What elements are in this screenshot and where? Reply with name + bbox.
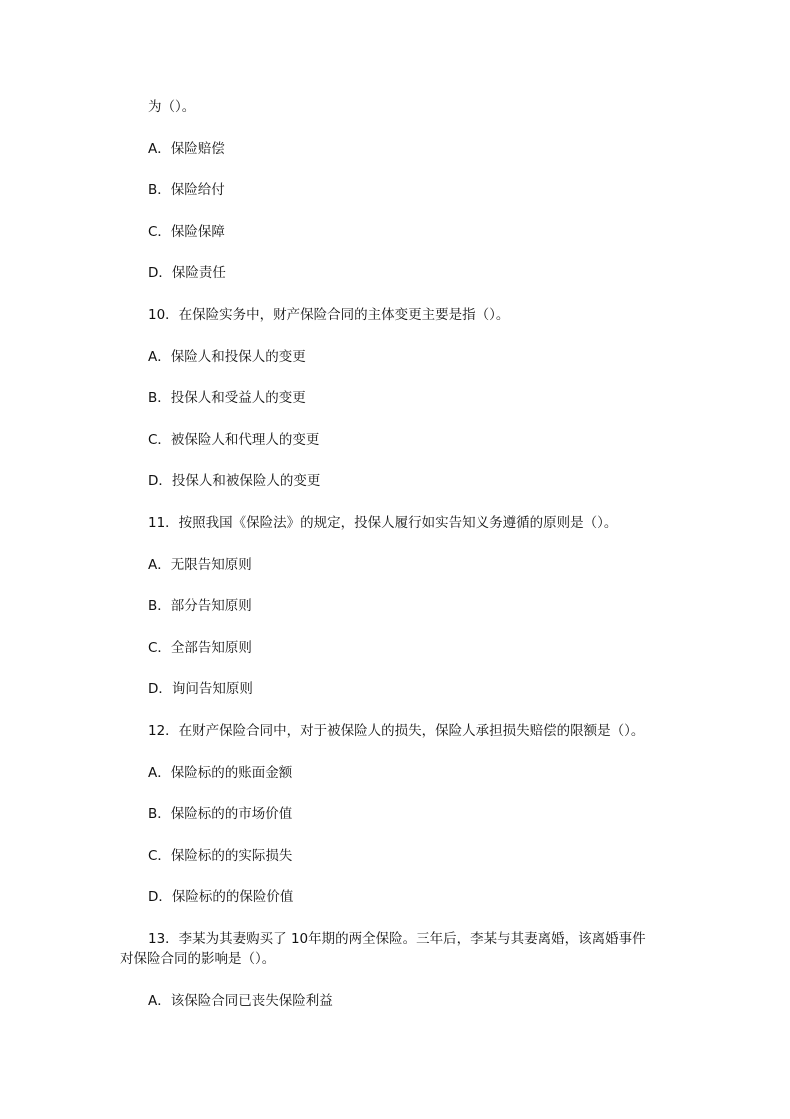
q13-option-a: A．该保险合同已丧失保险利益 [148, 993, 333, 1009]
q10-option-c: C．被保险人和代理人的变更 [148, 432, 320, 448]
q12-option-a: A．保险标的的账面金额 [148, 765, 293, 781]
question-13: 13．李某为其妻购买了 10年期的两全保险。三年后，李某与其妻离婚，该离婚事件 [148, 931, 646, 947]
q11-option-a: A．无限告知原则 [148, 557, 252, 573]
q11-option-c: C．全部告知原则 [148, 640, 252, 656]
q11-option-d: D．询问告知原则 [148, 681, 253, 697]
q9-option-a: A．保险赔偿 [148, 141, 225, 157]
q9-option-d: D．保险责任 [148, 265, 226, 281]
q11-option-b: B．部分告知原则 [148, 598, 252, 614]
q10-option-d: D．投保人和被保险人的变更 [148, 473, 321, 489]
q9-option-b: B．保险给付 [148, 182, 225, 198]
q12-option-b: B．保险标的的市场价值 [148, 806, 293, 822]
question-9-continuation: 为（）。 [148, 99, 196, 115]
question-13-continuation: 对保险合同的影响是（）。 [120, 951, 276, 967]
question-11: 11．按照我国《保险法》的规定，投保人履行如实告知义务遵循的原则是（）。 [148, 515, 618, 531]
q10-option-b: B．投保人和受益人的变更 [148, 390, 306, 406]
q9-option-c: C．保险保障 [148, 224, 225, 240]
q12-option-c: C．保险标的的实际损失 [148, 848, 293, 864]
q12-option-d: D．保险标的的保险价值 [148, 889, 294, 905]
question-12: 12．在财产保险合同中，对于被保险人的损失，保险人承担损失赔偿的限额是（）。 [148, 723, 645, 739]
question-10: 10．在保险实务中，财产保险合同的主体变更主要是指（）。 [148, 307, 510, 323]
q10-option-a: A．保险人和投保人的变更 [148, 349, 306, 365]
